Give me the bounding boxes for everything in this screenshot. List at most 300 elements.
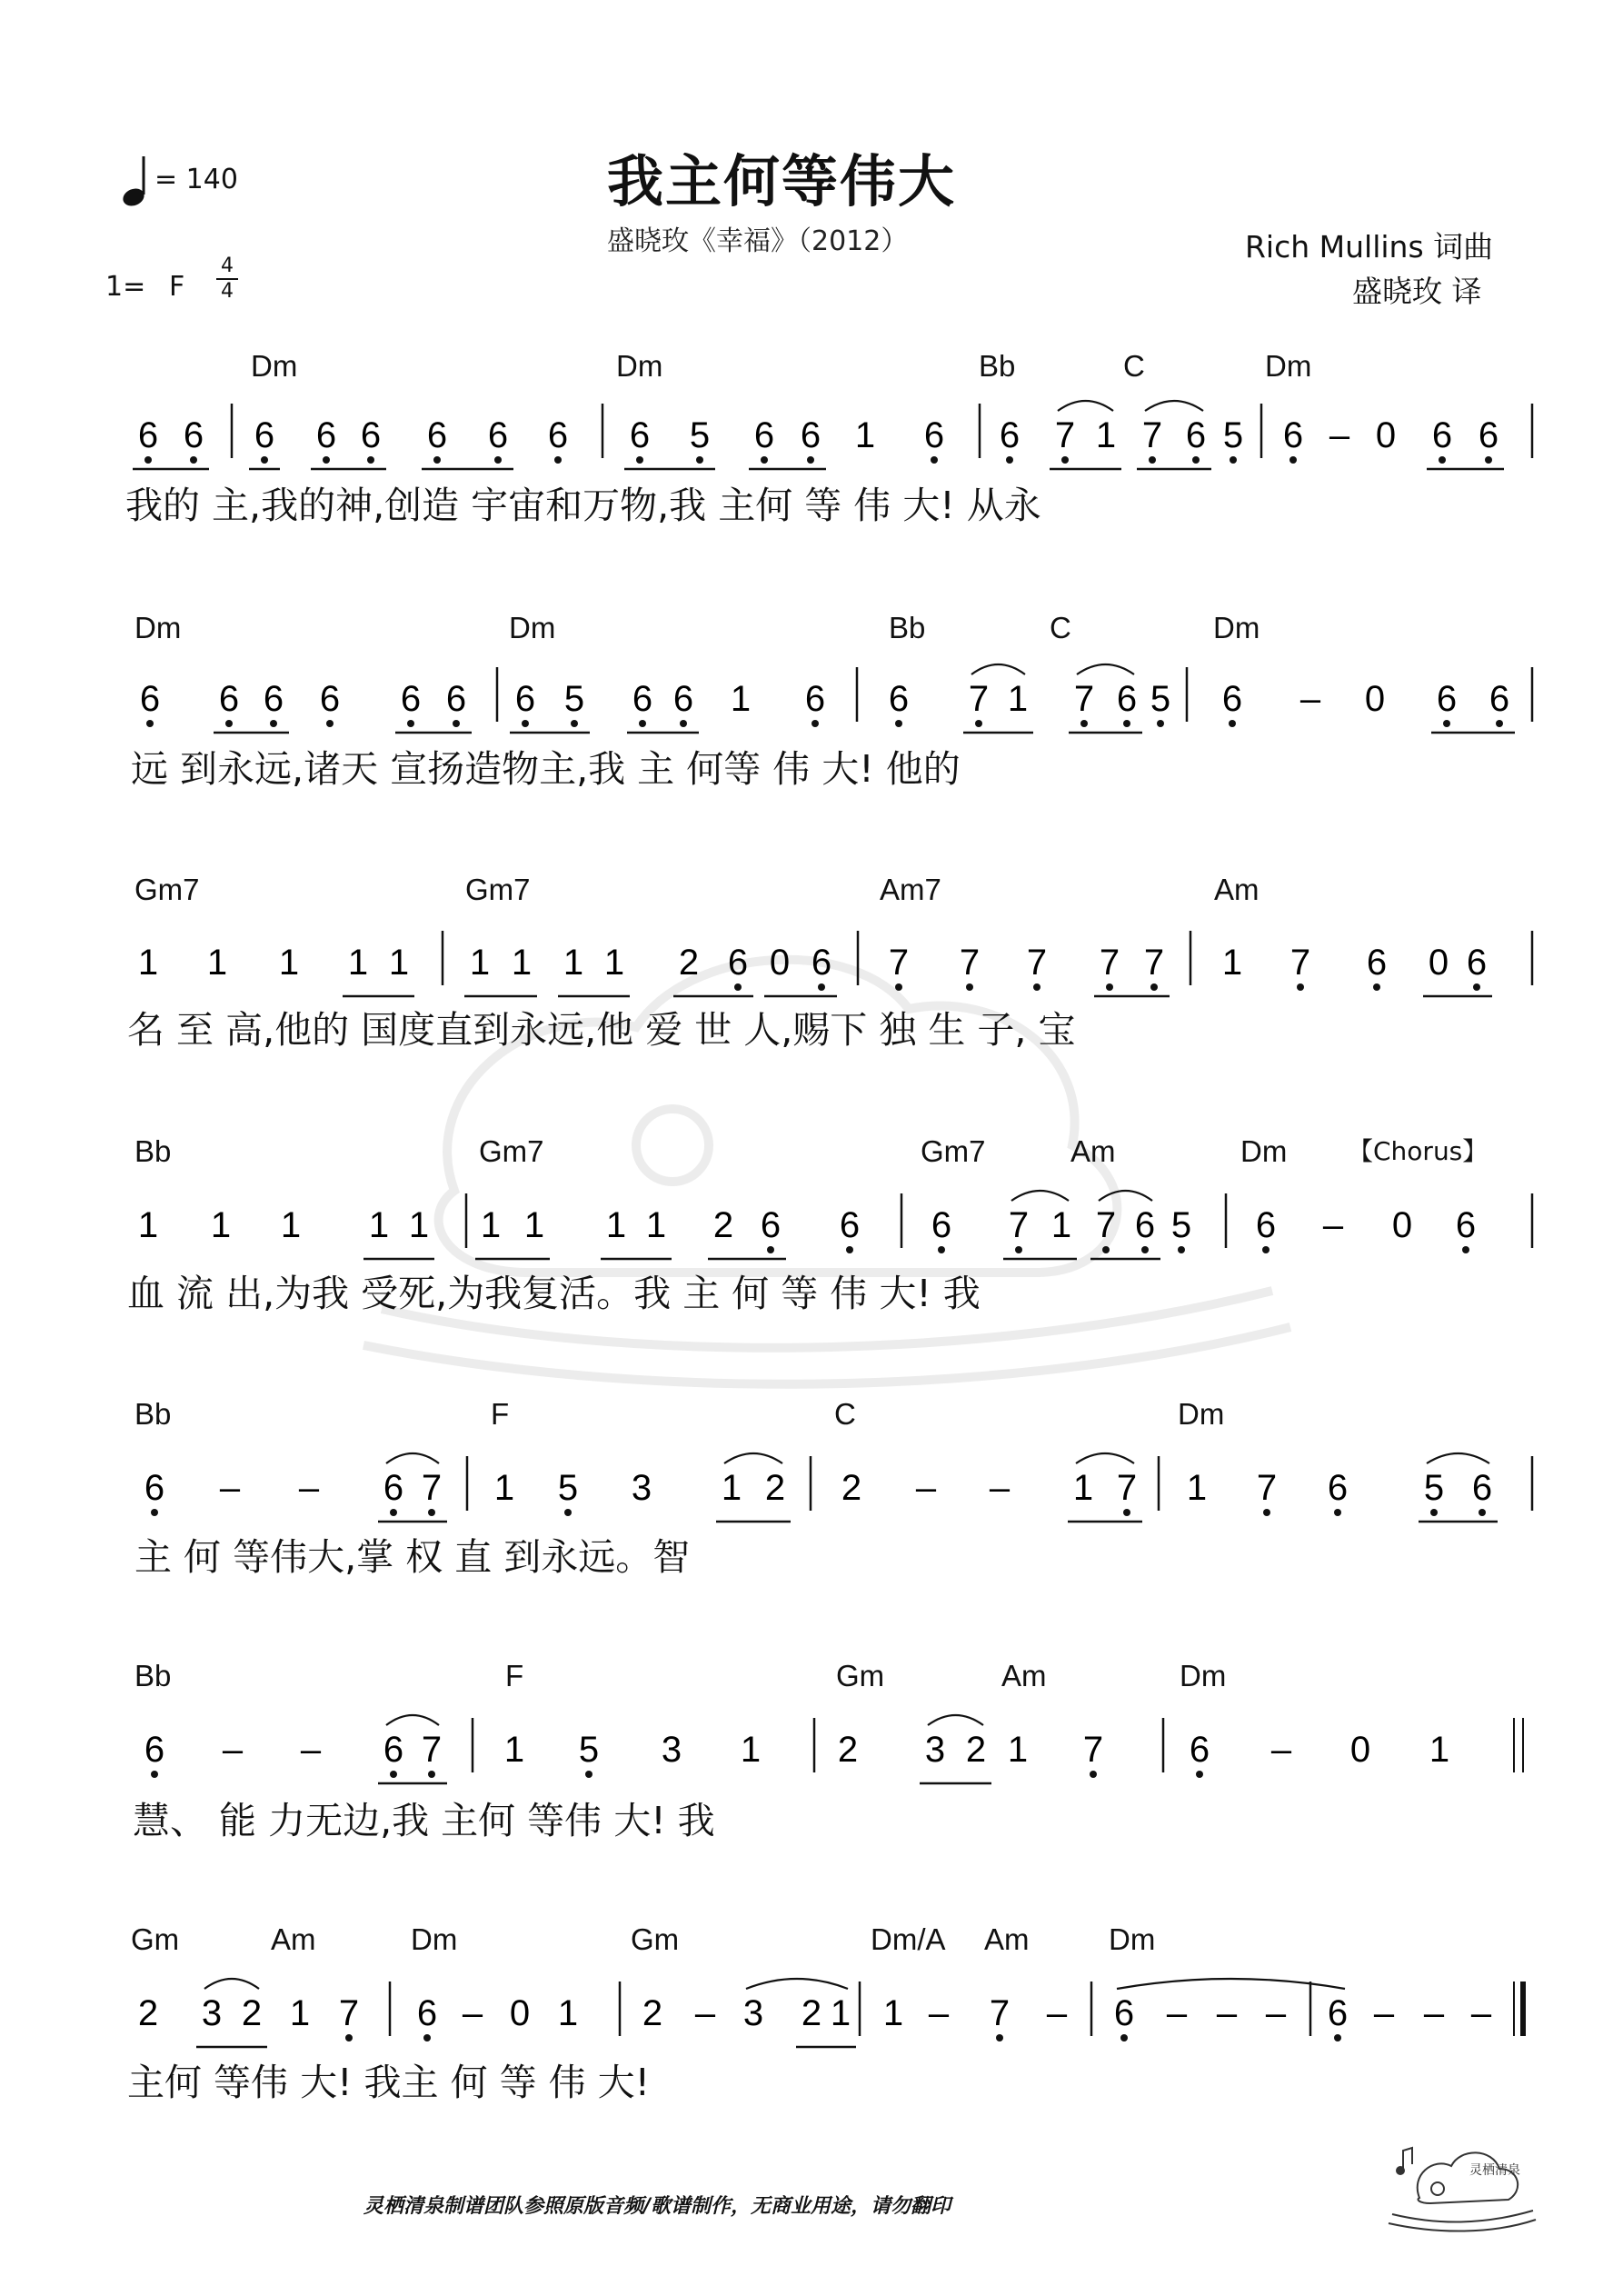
note-digit: 1 <box>721 1468 742 1508</box>
lower-octave-dot <box>636 456 643 464</box>
chord-symbol: F <box>505 1659 524 1692</box>
note-digit: 1 <box>563 943 584 983</box>
note-digit: 0 <box>1349 1730 1371 1770</box>
translator-credit: 盛晓玫 译 <box>1352 274 1482 309</box>
lower-octave-dot <box>433 456 441 464</box>
chord-symbol: Dm <box>1180 1659 1227 1692</box>
lower-octave-dot <box>323 456 330 464</box>
note-digit: 6 <box>1185 415 1207 455</box>
chord-symbol: Bb <box>889 611 926 644</box>
lower-octave-dot <box>261 456 268 464</box>
song-title: 我主何等伟大 <box>607 148 957 215</box>
lower-octave-dot <box>1439 456 1446 464</box>
note-digit: 7 <box>421 1468 443 1508</box>
note-digit: 0 <box>1428 943 1449 983</box>
note-digit: 6 <box>1189 1730 1210 1770</box>
note-digit: 5 <box>1170 1205 1192 1245</box>
lower-octave-dot <box>1149 456 1156 464</box>
note-digit: 3 <box>924 1730 946 1770</box>
note-digit: 6 <box>1221 679 1243 719</box>
chord-symbol: Dm <box>1213 611 1260 644</box>
note-digit: 1 <box>503 1730 525 1770</box>
note-digit: 3 <box>631 1468 652 1508</box>
lower-octave-dot <box>1141 1246 1149 1253</box>
lyric-line: 主何 等伟 大! 我主 何 等 伟 大! <box>127 2061 651 2104</box>
dash-extension: – <box>1046 1993 1068 2033</box>
note-digit: 7 <box>338 1993 360 2033</box>
chord-symbol: Gm7 <box>465 873 531 906</box>
chord-symbol: Am <box>1001 1659 1047 1692</box>
chord-symbol: Bb <box>979 349 1016 383</box>
note-digit: 5 <box>1222 415 1244 455</box>
chord-symbol: Dm <box>1178 1397 1225 1431</box>
note-digit: 5 <box>1150 679 1171 719</box>
note-digit: 1 <box>523 1205 545 1245</box>
note-digit: 3 <box>661 1730 682 1770</box>
note-digit: 6 <box>760 1205 782 1245</box>
chord-symbol: Dm <box>1240 1134 1288 1168</box>
chord-symbol: Bb <box>134 1659 172 1692</box>
dash-extension: – <box>1166 1993 1188 2033</box>
note-digit: 7 <box>1054 415 1076 455</box>
chord-symbol: C <box>1050 611 1071 644</box>
note-digit: 7 <box>1141 415 1163 455</box>
note-digit: 7 <box>1143 943 1165 983</box>
lower-octave-dot <box>1479 1509 1486 1516</box>
note-digit: 6 <box>487 415 509 455</box>
chord-symbol: C <box>834 1397 856 1431</box>
lower-octave-dot <box>761 456 768 464</box>
lower-octave-dot <box>585 1771 592 1778</box>
dash-extension: – <box>1299 679 1321 719</box>
key-label: 1= <box>105 271 146 303</box>
note-digit: 1 <box>1186 1468 1208 1508</box>
chord-symbol: Am7 <box>880 873 941 906</box>
note-digit: 6 <box>383 1730 404 1770</box>
chord-symbol: Am <box>1070 1134 1116 1168</box>
note-digit: 6 <box>629 415 651 455</box>
lower-octave-dot <box>1334 2034 1341 2041</box>
chord-symbol: Dm <box>1265 349 1312 383</box>
dash-extension: – <box>222 1730 244 1770</box>
lower-octave-dot <box>1443 720 1450 727</box>
lower-octave-dot <box>428 1771 435 1778</box>
slur <box>1077 664 1134 674</box>
note-digit: 6 <box>999 415 1021 455</box>
chord-symbol: Gm7 <box>921 1134 986 1168</box>
lower-octave-dot <box>680 720 687 727</box>
note-digit: 7 <box>1256 1468 1278 1508</box>
note-digit: 6 <box>139 679 161 719</box>
lower-octave-dot <box>1263 1509 1270 1516</box>
note-digit: 1 <box>1429 1730 1450 1770</box>
dash-extension: – <box>462 1993 483 2033</box>
note-digit: 7 <box>1073 679 1095 719</box>
slur <box>386 1715 439 1725</box>
song-subtitle: 盛晓玫《幸福》（2012） <box>607 225 909 257</box>
note-digit: 6 <box>672 679 694 719</box>
lower-octave-dot <box>1262 1246 1270 1253</box>
lower-octave-dot <box>1462 1246 1469 1253</box>
note-digit: 6 <box>811 943 832 983</box>
note-digit: 6 <box>426 415 448 455</box>
lower-octave-dot <box>571 720 578 727</box>
tempo-marking: = 140 <box>154 164 238 195</box>
note-digit: 1 <box>388 943 410 983</box>
lyric-line: 名 至 高,他的 国度直到永远,他 爱 世 人,赐下 独 生 子, 宝 <box>127 1008 1076 1052</box>
note-digit: 6 <box>1478 415 1499 455</box>
note-digit: 1 <box>511 943 533 983</box>
note-digit: 1 <box>830 1993 851 2033</box>
chord-symbol: Bb <box>134 1397 172 1431</box>
slur <box>1011 1191 1069 1201</box>
note-digit: 7 <box>1008 1205 1030 1245</box>
lower-octave-dot <box>146 720 154 727</box>
note-digit: 1 <box>210 1205 232 1245</box>
note-digit: 2 <box>137 1993 159 2033</box>
lower-octave-dot <box>522 720 529 727</box>
chord-symbol: Bb <box>134 1134 172 1168</box>
slur <box>204 1979 259 1989</box>
note-digit: 6 <box>839 1205 861 1245</box>
dash-extension: – <box>1322 1205 1344 1245</box>
note-digit: 1 <box>882 1993 904 2033</box>
note-digit: 6 <box>804 679 826 719</box>
note-digit: 6 <box>1455 1205 1477 1245</box>
note-digit: 6 <box>360 415 382 455</box>
lower-octave-dot <box>151 1771 158 1778</box>
lower-octave-dot <box>1123 720 1130 727</box>
note-digit: 1 <box>137 1205 159 1245</box>
slur <box>928 1715 983 1725</box>
note-digit: 6 <box>1116 679 1138 719</box>
chord-symbol: Gm7 <box>134 873 200 906</box>
chord-symbol: Dm <box>251 349 298 383</box>
time-signature-top: 4 <box>221 255 234 277</box>
note-digit: 1 <box>557 1993 579 2033</box>
note-digit: 7 <box>989 1993 1011 2033</box>
chord-symbol: Gm <box>631 1922 680 1956</box>
note-digit: 6 <box>547 415 569 455</box>
lower-octave-dot <box>367 456 374 464</box>
note-digit: 1 <box>1221 943 1243 983</box>
note-digit: 6 <box>1366 943 1388 983</box>
lower-octave-dot <box>423 2034 431 2041</box>
note-digit: 1 <box>1007 679 1029 719</box>
slur <box>386 1453 439 1463</box>
note-digit: 5 <box>557 1468 579 1508</box>
note-digit: 6 <box>144 1468 165 1508</box>
dash-extension: – <box>915 1468 937 1508</box>
note-digit: 1 <box>1095 415 1117 455</box>
note-digit: 1 <box>368 1205 390 1245</box>
lower-octave-dot <box>453 720 460 727</box>
lower-octave-dot <box>407 720 414 727</box>
note-digit: 6 <box>888 679 910 719</box>
dash-extension: – <box>298 1468 320 1508</box>
note-digit: 6 <box>383 1468 404 1508</box>
lower-octave-dot <box>390 1509 397 1516</box>
dash-extension: – <box>1329 415 1350 455</box>
dash-extension: – <box>1265 1993 1287 2033</box>
lower-octave-dot <box>494 456 502 464</box>
lower-octave-dot <box>1090 1771 1097 1778</box>
lower-octave-dot <box>1123 1509 1130 1516</box>
lower-octave-dot <box>190 456 197 464</box>
note-digit: 6 <box>400 679 422 719</box>
note-digit: 7 <box>968 679 990 719</box>
lower-octave-dot <box>895 983 902 991</box>
lower-octave-dot <box>1102 1246 1110 1253</box>
note-digit: 2 <box>837 1730 859 1770</box>
note-digit: 7 <box>1095 1205 1117 1245</box>
lower-octave-dot <box>345 2034 353 2041</box>
note-digit: 6 <box>315 415 337 455</box>
lower-octave-dot <box>1485 456 1492 464</box>
lower-octave-dot <box>1373 983 1380 991</box>
note-digit: 1 <box>854 415 876 455</box>
note-digit: 2 <box>764 1468 786 1508</box>
lower-octave-dot <box>818 983 825 991</box>
note-digit: 6 <box>1489 679 1510 719</box>
slur <box>1099 1191 1152 1201</box>
note-digit: 2 <box>241 1993 263 2033</box>
note-digit: 6 <box>1466 943 1488 983</box>
chorus-marker: 【Chorus】 <box>1348 1136 1489 1166</box>
dash-extension: – <box>1373 1993 1395 2033</box>
note-digit: 1 <box>469 943 491 983</box>
note-digit: 7 <box>421 1730 443 1770</box>
chord-symbol: Dm <box>616 349 663 383</box>
slur <box>724 1453 782 1463</box>
footer-notice: 灵栖清泉制谱团队参照原版音频/歌谱制作，无商业用途，请勿翻印 <box>363 2195 951 2218</box>
lower-octave-dot <box>564 1509 572 1516</box>
lower-octave-dot <box>938 1246 945 1253</box>
note-digit: 1 <box>137 943 159 983</box>
note-digit: 5 <box>689 415 711 455</box>
lower-octave-dot <box>554 456 562 464</box>
note-digit: 1 <box>1007 1730 1029 1770</box>
sheep-logo-icon <box>1383 2134 1538 2234</box>
note-digit: 1 <box>730 679 752 719</box>
lower-octave-dot <box>767 1246 774 1253</box>
lower-octave-dot <box>812 720 819 727</box>
lower-octave-dot <box>1080 720 1088 727</box>
lower-octave-dot <box>144 456 152 464</box>
note-digit: 6 <box>263 679 284 719</box>
lower-octave-dot <box>1157 720 1164 727</box>
lower-octave-dot <box>1120 2034 1128 2041</box>
chord-symbol: C <box>1123 349 1145 383</box>
lower-octave-dot <box>895 720 902 727</box>
lower-octave-dot <box>1033 983 1041 991</box>
note-digit: 6 <box>1436 679 1458 719</box>
lower-octave-dot <box>1061 456 1069 464</box>
note-digit: 6 <box>144 1730 165 1770</box>
note-digit: 6 <box>1327 1993 1349 2033</box>
lower-octave-dot <box>1473 983 1480 991</box>
chord-symbol: Am <box>271 1922 316 1956</box>
lower-octave-dot <box>1196 1771 1203 1778</box>
lower-octave-dot <box>639 720 646 727</box>
note-digit: 0 <box>769 943 791 983</box>
note-digit: 5 <box>563 679 585 719</box>
note-digit: 6 <box>218 679 240 719</box>
lower-octave-dot <box>1289 456 1297 464</box>
note-digit: 1 <box>740 1730 762 1770</box>
note-digit: 1 <box>206 943 228 983</box>
lower-octave-dot <box>1192 456 1200 464</box>
lower-octave-dot <box>734 983 742 991</box>
note-digit: 7 <box>888 943 910 983</box>
note-digit: 6 <box>1255 1205 1277 1245</box>
note-digit: 1 <box>408 1205 430 1245</box>
note-digit: 2 <box>965 1730 987 1770</box>
lower-octave-dot <box>428 1509 435 1516</box>
note-digit: 2 <box>841 1468 862 1508</box>
lower-octave-dot <box>1334 1509 1341 1516</box>
note-digit: 6 <box>800 415 821 455</box>
lower-octave-dot <box>1178 1246 1185 1253</box>
dash-extension: – <box>694 1993 716 2033</box>
lyric-line: 远 到永远,诸天 宣扬造物主,我 主 何等 伟 大! 他的 <box>131 747 961 791</box>
note-digit: 6 <box>1471 1468 1493 1508</box>
note-digit: 5 <box>1423 1468 1445 1508</box>
dash-extension: – <box>1470 1993 1492 2033</box>
chord-symbol: Am <box>984 1922 1030 1956</box>
lower-octave-dot <box>846 1246 853 1253</box>
note-digit: 7 <box>1116 1468 1138 1508</box>
dash-extension: – <box>1216 1993 1238 2033</box>
chord-symbol: Dm <box>134 611 182 644</box>
note-digit: 6 <box>137 415 159 455</box>
chord-symbol: Gm <box>131 1922 180 1956</box>
chord-symbol: Am <box>1214 873 1260 906</box>
note-digit: 1 <box>1072 1468 1094 1508</box>
note-digit: 5 <box>578 1730 600 1770</box>
note-digit: 6 <box>931 1205 952 1245</box>
note-digit: 1 <box>289 1993 311 2033</box>
note-digit: 6 <box>183 415 204 455</box>
lyric-line: 我的 主,我的神,创造 宇宙和万物,我 主何 等 伟 大! 从永 <box>125 484 1041 527</box>
note-digit: 1 <box>480 1205 502 1245</box>
note-digit: 6 <box>632 679 653 719</box>
lower-octave-dot <box>1006 456 1013 464</box>
note-digit: 6 <box>1431 415 1453 455</box>
lower-octave-dot <box>270 720 277 727</box>
time-signature-bottom: 4 <box>221 280 234 303</box>
dash-extension: – <box>219 1468 241 1508</box>
note-digit: 1 <box>278 943 300 983</box>
lower-octave-dot <box>390 1771 397 1778</box>
note-digit: 1 <box>347 943 369 983</box>
note-digit: 6 <box>1134 1205 1156 1245</box>
chord-symbol: Dm <box>411 1922 458 1956</box>
dash-extension: – <box>989 1468 1011 1508</box>
note-digit: 7 <box>1082 1730 1104 1770</box>
chord-symbol: Dm <box>1109 1922 1156 1956</box>
lyric-line: 慧、 能 力无边,我 主何 等伟 大! 我 <box>133 1799 715 1842</box>
lower-octave-dot <box>975 720 982 727</box>
lyric-line: 主 何 等伟大,掌 权 直 到永远。智 <box>134 1535 691 1579</box>
composer-credit: Rich Mullins 词曲 <box>1245 229 1494 265</box>
note-digit: 0 <box>1391 1205 1413 1245</box>
lower-octave-dot <box>1430 1509 1438 1516</box>
chord-symbol: Dm <box>509 611 556 644</box>
note-digit: 6 <box>254 415 275 455</box>
note-digit: 6 <box>416 1993 438 2033</box>
note-digit: 1 <box>1050 1205 1072 1245</box>
note-digit: 3 <box>201 1993 223 2033</box>
note-digit: 6 <box>1113 1993 1135 2033</box>
slur <box>971 664 1025 674</box>
dash-extension: – <box>1423 1993 1445 2033</box>
note-digit: 1 <box>493 1468 515 1508</box>
lower-octave-dot <box>326 720 334 727</box>
note-digit: 2 <box>712 1205 734 1245</box>
note-digit: 6 <box>753 415 775 455</box>
lower-octave-dot <box>151 1509 158 1516</box>
lower-octave-dot <box>966 983 973 991</box>
note-digit: 3 <box>742 1993 764 2033</box>
lower-octave-dot <box>1297 983 1304 991</box>
lower-octave-dot <box>1150 983 1158 991</box>
lower-octave-dot <box>1230 456 1237 464</box>
note-digit: 6 <box>727 943 749 983</box>
note-digit: 6 <box>445 679 467 719</box>
lower-octave-dot <box>696 456 703 464</box>
lower-octave-dot <box>1496 720 1503 727</box>
slur <box>1058 401 1113 411</box>
note-digit: 7 <box>1289 943 1311 983</box>
dash-extension: – <box>300 1730 322 1770</box>
lyric-line: 血 流 出,为我 受死,为我复活。我 主 何 等 伟 大! 我 <box>127 1272 981 1315</box>
note-digit: 2 <box>642 1993 663 2033</box>
note-digit: 7 <box>1099 943 1120 983</box>
key-note: F <box>169 271 185 303</box>
chord-symbol: F <box>491 1397 510 1431</box>
note-digit: 1 <box>280 1205 302 1245</box>
note-digit: 6 <box>514 679 536 719</box>
chord-symbol: Gm <box>836 1659 885 1692</box>
lower-octave-dot <box>1229 720 1236 727</box>
note-digit: 0 <box>1364 679 1386 719</box>
dash-extension: – <box>1270 1730 1292 1770</box>
chord-symbol: Dm/A <box>871 1922 946 1956</box>
slur <box>1145 401 1203 411</box>
chord-symbol: Gm7 <box>479 1134 544 1168</box>
note-digit: 6 <box>319 679 341 719</box>
lower-octave-dot <box>931 456 938 464</box>
note-digit: 7 <box>1026 943 1048 983</box>
lower-octave-dot <box>1015 1246 1022 1253</box>
note-digit: 1 <box>603 943 625 983</box>
lower-octave-dot <box>1106 983 1113 991</box>
lower-octave-dot <box>807 456 814 464</box>
svg-text:灵栖清泉: 灵栖清泉 <box>1469 2162 1520 2177</box>
dash-extension: – <box>928 1993 950 2033</box>
note-digit: 0 <box>1375 415 1397 455</box>
slur <box>1076 1453 1134 1463</box>
lower-octave-dot <box>225 720 233 727</box>
slur <box>1427 1453 1489 1463</box>
note-digit: 6 <box>1327 1468 1349 1508</box>
slur <box>746 1979 848 1989</box>
note-digit: 1 <box>605 1205 627 1245</box>
note-digit: 6 <box>923 415 945 455</box>
note-digit: 7 <box>959 943 981 983</box>
note-digit: 1 <box>645 1205 667 1245</box>
